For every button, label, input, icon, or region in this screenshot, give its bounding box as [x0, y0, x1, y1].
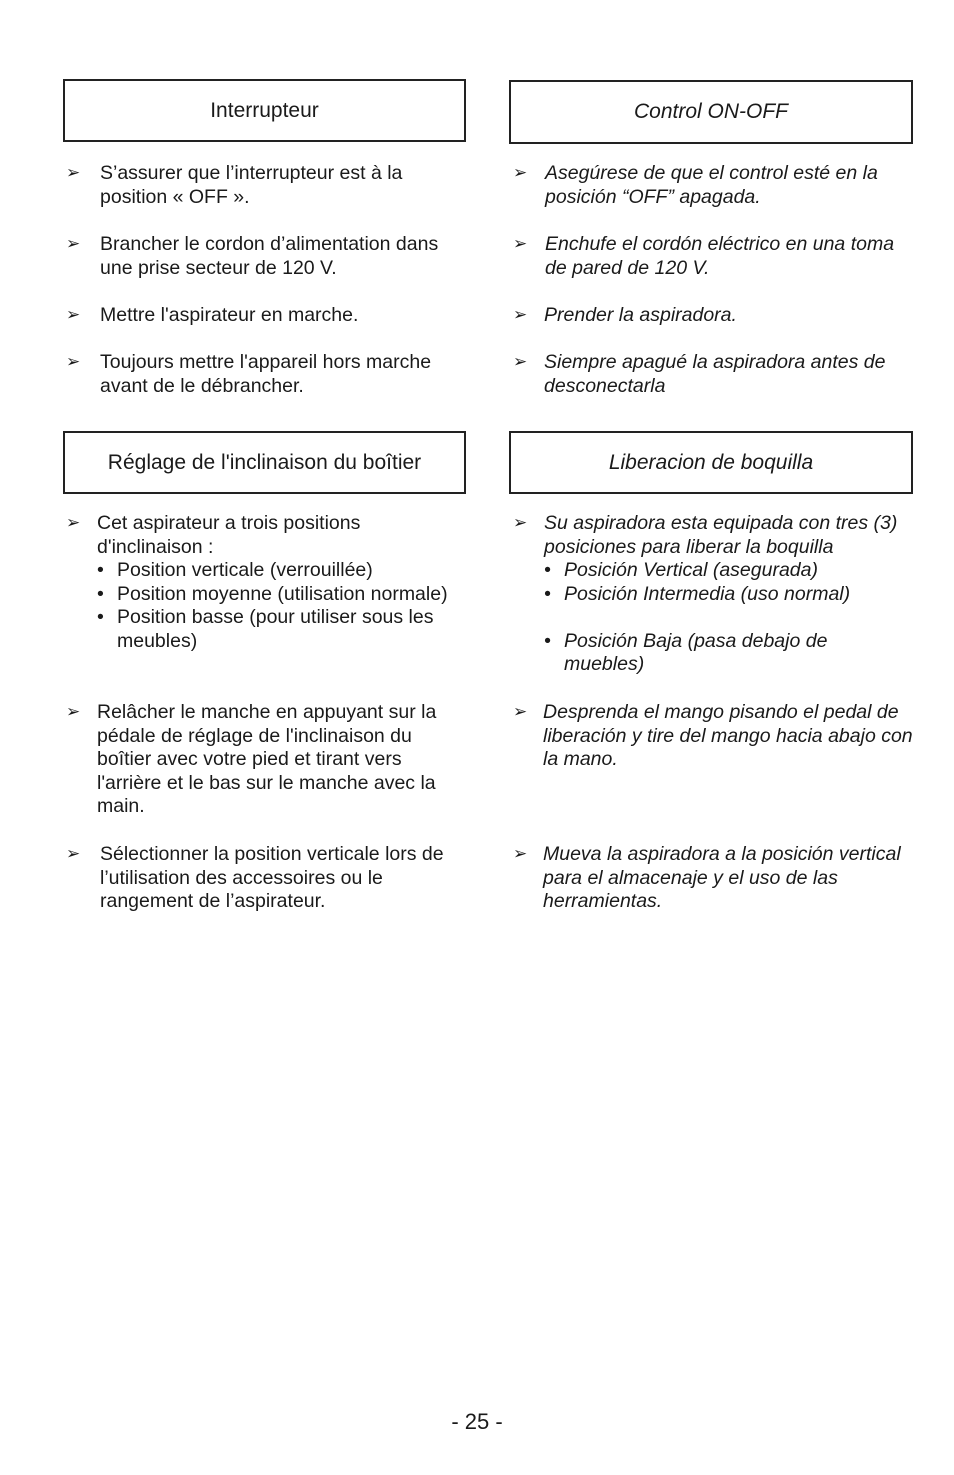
- list-item: [513, 304, 913, 328]
- sub-list-item: [97, 583, 466, 607]
- arrow-bullet-icon: ➢: [66, 702, 81, 722]
- sub-list-item: [544, 559, 913, 583]
- heading-control-text: Control ON-OFF: [633, 100, 788, 124]
- list-item-text: Siempre apagué la aspiradora antes de desconectarla: [544, 351, 886, 397]
- heading-control-on-off: [509, 80, 913, 144]
- list-item: [513, 351, 913, 398]
- sub-list-item-text: Posición Vertical (asegurada): [564, 559, 818, 581]
- arrow-bullet-icon: ➢: [66, 305, 81, 325]
- list-item: [66, 701, 466, 819]
- sub-list-item-text: Position verticale (verrouillée): [117, 559, 373, 581]
- tilt-intro: Cet aspirateur a trois positions d'inclinaison :: [97, 512, 361, 558]
- list-item-text: Mettre l'aspirateur en marche.: [100, 304, 359, 326]
- arrow-bullet-icon: ➢: [513, 234, 528, 254]
- heading-reglage: [63, 431, 466, 494]
- list-item-text: Brancher le cordon d’alimentation dans une prise secteur de 120 V.: [100, 233, 439, 279]
- list-item-text: Asegúrese de que el control esté en la posición “OFF” apagada.: [545, 162, 878, 208]
- dot-bullet-icon: •: [97, 559, 104, 581]
- arrow-bullet-icon: ➢: [66, 163, 81, 183]
- list-item-text: [544, 512, 913, 677]
- sub-list-item-text: Posición Intermedia (uso normal): [564, 582, 851, 605]
- sub-list-item-text: Position basse (pour utiliser sous les meubles): [117, 606, 434, 652]
- list-item-text: Desprenda el mango pisando el pedal de liberación y tire del mango hacia abajo con la mano.: [543, 701, 913, 770]
- heading-reglage-text: Réglage de l'inclinaison du boîtier: [107, 450, 422, 474]
- arrow-bullet-icon: ➢: [513, 702, 528, 722]
- dot-bullet-icon: •: [97, 606, 104, 628]
- arrow-bullet-icon: ➢: [513, 305, 528, 325]
- heading-liberacion-text: Liberacion de boquilla: [608, 450, 814, 474]
- sub-list-item-text: Position moyenne (utilisation normale): [117, 582, 448, 605]
- list-item-text: Prender la aspiradora.: [544, 304, 737, 326]
- sub-list-item: [544, 583, 913, 607]
- sub-list-item: [97, 559, 466, 583]
- list-item: [66, 843, 466, 914]
- list-item-text: Mueva la aspiradora a la posición vertical para el almacenaje y el uso de las herramientas.: [543, 843, 901, 912]
- arrow-bullet-icon: ➢: [66, 844, 81, 864]
- sub-list-item-text: Posición Baja (pasa debajo de muebles): [564, 629, 828, 675]
- list-item: [66, 351, 466, 398]
- arrow-bullet-icon: ➢: [66, 234, 81, 254]
- dot-bullet-icon: •: [544, 559, 551, 581]
- dot-bullet-icon: •: [544, 582, 551, 605]
- arrow-bullet-icon: ➢: [66, 352, 81, 372]
- list-item: [513, 843, 913, 914]
- list-item-text: [97, 512, 466, 653]
- arrow-bullet-icon: ➢: [513, 352, 528, 372]
- arrow-bullet-icon: ➢: [513, 163, 528, 183]
- list-item-text: Toujours mettre l'appareil hors marche avant de le débrancher.: [100, 351, 432, 397]
- list-item: [66, 512, 466, 653]
- list-item: [513, 233, 913, 280]
- dot-bullet-icon: •: [97, 582, 104, 605]
- list-item: [513, 701, 913, 772]
- dot-bullet-icon: •: [544, 629, 551, 652]
- list-item-text: Sélectionner la position verticale lors de l’utilisation des accessoires ou le rangement de l’aspirateur.: [100, 843, 444, 912]
- list-item: [513, 162, 913, 209]
- list-item-text: S’assurer que l’interrupteur est à la position « OFF ».: [100, 162, 403, 208]
- list-item: [513, 512, 913, 677]
- list-item: [66, 162, 466, 209]
- sub-list-item: [97, 606, 466, 653]
- arrow-bullet-icon: ➢: [513, 513, 528, 533]
- heading-liberacion: [509, 431, 913, 494]
- list-item: [66, 233, 466, 280]
- tilt-intro: Su aspiradora esta equipada con tres (3) posiciones para liberar la boquilla: [544, 512, 898, 558]
- list-item: [66, 304, 466, 328]
- list-item-text: Enchufe el cordón eléctrico en una toma de pared de 120 V.: [545, 233, 895, 279]
- list-item-text: Relâcher le manche en appuyant sur la pédale de réglage de l'inclinaison du boîtier avec votre pied et tirant vers l'arrière et le bas sur le manche avec la main.: [97, 701, 437, 817]
- sub-list-item: [544, 630, 913, 677]
- heading-interrupteur: [63, 79, 466, 142]
- page-number: - 25 -: [451, 1409, 503, 1434]
- arrow-bullet-icon: ➢: [513, 844, 528, 864]
- arrow-bullet-icon: ➢: [66, 513, 81, 533]
- heading-interrupteur-text: Interrupteur: [210, 98, 319, 122]
